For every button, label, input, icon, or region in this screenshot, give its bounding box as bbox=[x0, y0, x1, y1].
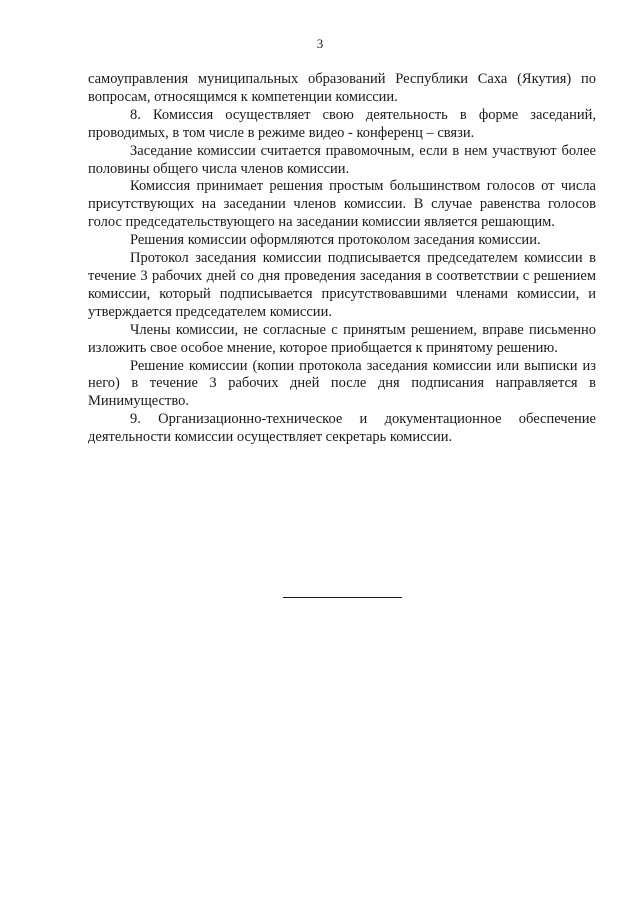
paragraph-protocol-signing: Протокол заседания комиссии подписывается председателем комиссии в течение 3 рабочих дней со дня проведения заседания в соответствии с решением комиссии, который подписывается присутствовавшими членами комиссии, и утверждается председателем комиссии. bbox=[88, 250, 596, 320]
end-of-document-rule bbox=[283, 597, 402, 598]
paragraph-item-9: 9. Организационно-техническое и документационное обеспечение деятельности комиссии осуществляет секретарь комиссии. bbox=[88, 411, 596, 446]
paragraph-decision-dispatch: Решение комиссии (копии протокола заседания комиссии или выписки из него) в течение 3 рабочих дней после дня подписания направляется в Минимущество. bbox=[88, 357, 596, 410]
page-number: 3 bbox=[316, 36, 324, 51]
paragraph-decisions-protocol: Решения комиссии оформляются протоколом заседания комиссии. bbox=[130, 232, 541, 249]
paragraph-voting: Комиссия принимает решения простым большинством голосов от числа присутствующих на заседании членов комиссии. В случае равенства голосов голос председательствующего на заседании комиссии является решающим. bbox=[88, 178, 596, 231]
paragraph-dissenting-opinion: Члены комиссии, не согласные с принятым решением, вправе письменно изложить свое особое мнение, которое приобщается к принятому решению. bbox=[88, 321, 596, 356]
document-body bbox=[88, 71, 596, 447]
paragraph-quorum: Заседание комиссии считается правомочным, если в нем участвуют более половины общего числа членов комиссии. bbox=[88, 142, 596, 177]
paragraph-item-8: 8. Комиссия осуществляет свою деятельность в форме заседаний, проводимых, в том числе в режиме видео - конференц – связи. bbox=[88, 106, 596, 141]
paragraph-continuation: самоуправления муниципальных образований Республики Саха (Якутия) по вопросам, относящимся к компетенции комиссии. bbox=[88, 71, 596, 105]
